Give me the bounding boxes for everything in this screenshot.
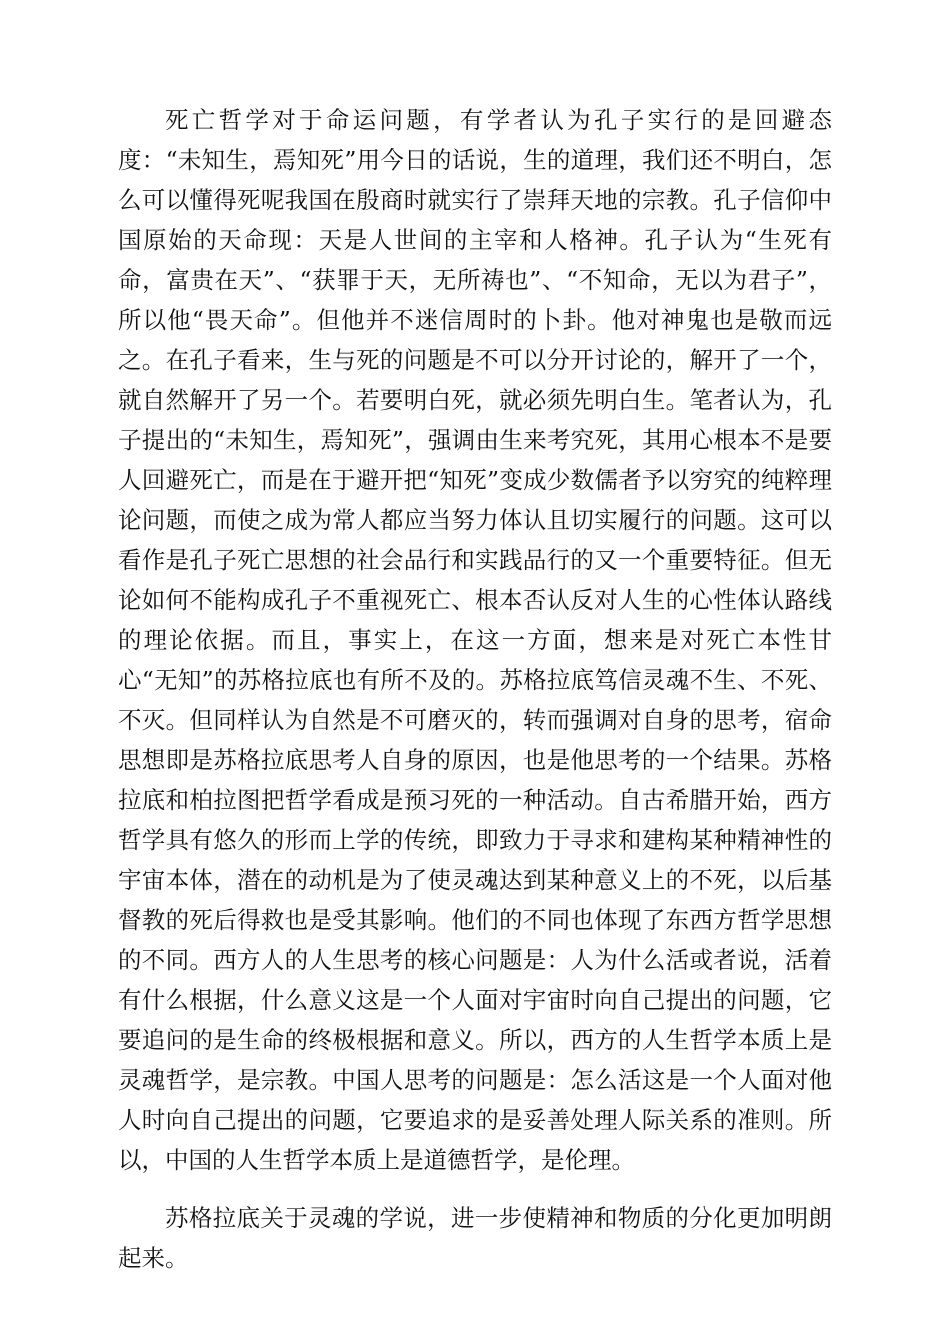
document-body — [118, 100, 832, 1278]
paragraph-socrates-soul: 苏格拉底关于灵魂的学说，进一步使精神和物质的分化更加明朗起来。 — [118, 1204, 832, 1272]
paragraph-death-philosophy: 死亡哲学对于命运问题，有学者认为孔子实行的是回避态度：“未知生，焉知死”用今日的话说，生的道理，我们还不明白，怎么可以懂得死呢我国在殷商时就实行了崇拜天地的宗教。孔子信仰中国原始的天命现：天是人世间的主宰和人格神。孔子认为“生死有命，富贵在天”、“获罪于天，无所祷也”、“不知命，无以为君子”，所以他“畏天命”。但他并不迷信周时的卜卦。他对神鬼也是敬而远之。在孔子看来，生与死的问题是不可以分开讨论的，解开了一个，就自然解开了另一个。若要明白死，就必须先明白生。笔者认为，孔子提出的“未知生，焉知死”，强调由生来考究死，其用心根本不是要人回避死亡，而是在于避开把“知死”变成少数儒者予以穷究的纯粹理论问题，而使之成为常人都应当努力体认且切实履行的问题。这可以看作是孔子死亡思想的社会品行和实践品行的又一个重要特征。但无论如何不能构成孔子不重视死亡、根本否认反对人生的心性体认路线的理论依据。而且，事实上，在这一方面，想来是对死亡本性甘心“无知”的苏格拉底也有所不及的。苏格拉底笃信灵魂不生、不死、不灭。但同样认为自然是不可磨灭的，转而强调对自身的思考，宿命思想即是苏格拉底思考人自身的原因，也是他思考的一个结果。苏格拉底和柏拉图把哲学看成是预习死的一种活动。自古希腊开始，西方哲学具有悠久的形而上学的传统，即致力于寻求和建构某种精神性的宇宙本体，潜在的动机是为了使灵魂达到某种意义上的不死，以后基督教的死后得救也是受其影响。他们的不同也体现了东西方哲学思想的不同。西方人的人生思考的核心问题是：人为什么活或者说，活着有什么根据，什么意义这是一个人面对宇宙时向自己提出的问题，它要追问的是生命的终极根据和意义。所以，西方的人生哲学本质上是灵魂哲学，是宗教。中国人思考的问题是：怎么活这是一个人面对他人时向自己提出的问题，它要追求的是妥善处理人际关系的准则。所以，中国的人生哲学本质上是道德哲学，是伦理。 — [118, 106, 832, 1174]
